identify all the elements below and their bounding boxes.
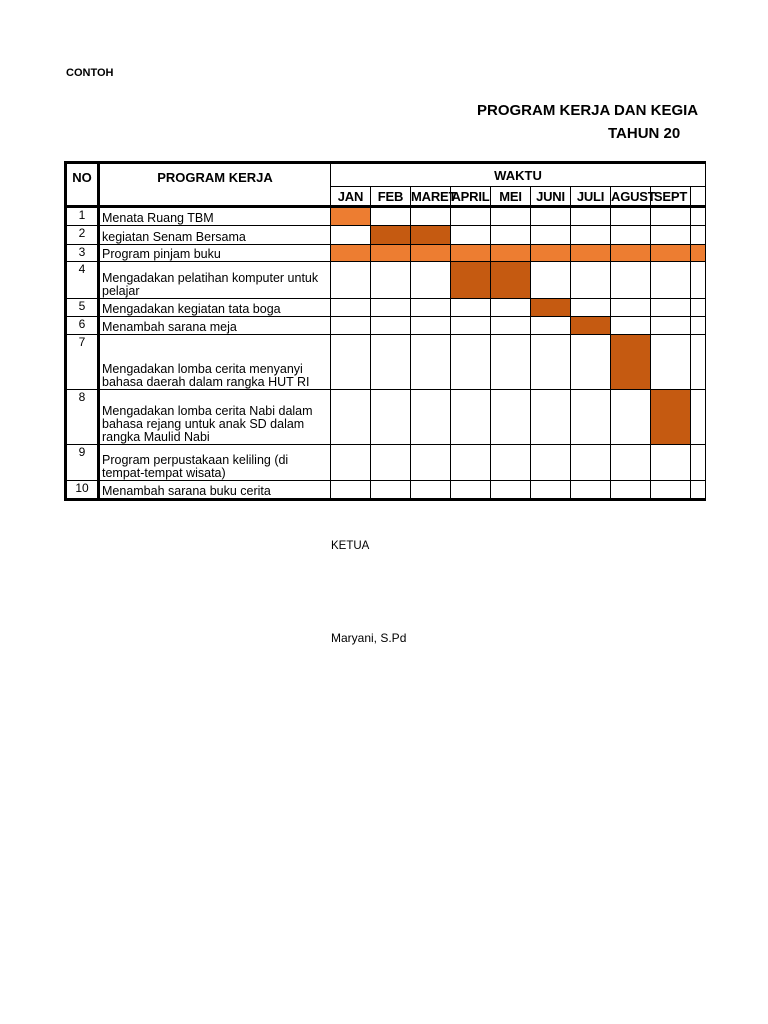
work-program-table xyxy=(64,161,706,501)
row-number: 5 xyxy=(66,299,99,317)
schedule-cell-sept xyxy=(651,207,691,226)
program-name: kegiatan Senam Bersama xyxy=(99,226,331,245)
table-row xyxy=(66,390,706,445)
schedule-cell-maret xyxy=(411,481,451,500)
schedule-cell-agust xyxy=(611,262,651,299)
header-time: WAKTU xyxy=(331,163,706,187)
month-header-overflow xyxy=(691,187,706,207)
schedule-cell-maret xyxy=(411,390,451,445)
schedule-cell-april xyxy=(451,481,491,500)
month-header-april: APRIL xyxy=(451,187,491,207)
signature-name: Maryani, S.Pd xyxy=(331,631,407,645)
schedule-cell-april xyxy=(451,317,491,335)
table-row xyxy=(66,299,706,317)
program-name: Program perpustakaan keliling (di tempat-tempat wisata) xyxy=(99,445,331,481)
schedule-cell-overflow xyxy=(691,262,706,299)
schedule-cell-april xyxy=(451,299,491,317)
table-row xyxy=(66,335,706,390)
program-name: Menambah sarana meja xyxy=(99,317,331,335)
schedule-cell-juli xyxy=(571,226,611,245)
schedule-bar-maret xyxy=(411,226,451,245)
schedule-cell-mei xyxy=(491,481,531,500)
schedule-cell-mei xyxy=(491,299,531,317)
schedule-bar-juni xyxy=(531,299,571,317)
schedule-cell-overflow xyxy=(691,299,706,317)
header-program: PROGRAM KERJA xyxy=(99,163,331,207)
table-row xyxy=(66,481,706,500)
row-number: 1 xyxy=(66,207,99,226)
schedule-cell-sept xyxy=(651,262,691,299)
schedule-bar-feb xyxy=(371,226,411,245)
schedule-cell-juli xyxy=(571,299,611,317)
schedule-cell-jan xyxy=(331,299,371,317)
table-row xyxy=(66,262,706,299)
schedule-cell-jan xyxy=(331,335,371,390)
schedule-cell-feb xyxy=(371,299,411,317)
schedule-cell-juni xyxy=(531,207,571,226)
schedule-bar-sept xyxy=(651,390,691,445)
schedule-bar-sept xyxy=(651,245,691,262)
table-row xyxy=(66,445,706,481)
schedule-cell-sept xyxy=(651,299,691,317)
program-name: Program pinjam buku xyxy=(99,245,331,262)
schedule-cell-maret xyxy=(411,262,451,299)
schedule-cell-feb xyxy=(371,317,411,335)
table-body xyxy=(66,207,706,500)
schedule-bar-mei xyxy=(491,245,531,262)
schedule-cell-juli xyxy=(571,335,611,390)
row-number: 4 xyxy=(66,262,99,299)
row-number: 2 xyxy=(66,226,99,245)
schedule-bar-feb xyxy=(371,245,411,262)
row-number: 8 xyxy=(66,390,99,445)
schedule-bar-april xyxy=(451,262,491,299)
schedule-cell-feb xyxy=(371,262,411,299)
schedule-cell-juni xyxy=(531,390,571,445)
schedule-cell-april xyxy=(451,445,491,481)
schedule-cell-maret xyxy=(411,207,451,226)
month-header-mei: MEI xyxy=(491,187,531,207)
schedule-cell-jan xyxy=(331,390,371,445)
schedule-cell-agust xyxy=(611,226,651,245)
month-header-juni: JUNI xyxy=(531,187,571,207)
program-name: Mengadakan lomba cerita Nabi dalam bahasa rejang untuk anak SD dalam rangka Maulid Nabi xyxy=(99,390,331,445)
schedule-bar-maret xyxy=(411,245,451,262)
schedule-cell-juli xyxy=(571,481,611,500)
document-title: PROGRAM KERJA DAN KEGIA xyxy=(477,102,699,119)
schedule-cell-sept xyxy=(651,481,691,500)
example-label: CONTOH xyxy=(66,67,114,79)
schedule-bar-juni xyxy=(531,245,571,262)
schedule-cell-juni xyxy=(531,226,571,245)
schedule-cell-juli xyxy=(571,262,611,299)
schedule-cell-juni xyxy=(531,317,571,335)
schedule-cell-mei xyxy=(491,207,531,226)
schedule-cell-mei xyxy=(491,317,531,335)
schedule-cell-mei xyxy=(491,390,531,445)
month-header-jan: JAN xyxy=(331,187,371,207)
schedule-cell-maret xyxy=(411,299,451,317)
schedule-cell-overflow xyxy=(691,226,706,245)
row-number: 9 xyxy=(66,445,99,481)
schedule-bar-juli xyxy=(571,245,611,262)
month-header-feb: FEB xyxy=(371,187,411,207)
schedule-cell-feb xyxy=(371,207,411,226)
schedule-cell-agust xyxy=(611,207,651,226)
schedule-cell-overflow xyxy=(691,481,706,500)
schedule-cell-feb xyxy=(371,481,411,500)
schedule-cell-overflow xyxy=(691,445,706,481)
schedule-cell-mei xyxy=(491,226,531,245)
program-name: Menata Ruang TBM xyxy=(99,207,331,226)
schedule-bar-jan xyxy=(331,207,371,226)
schedule-cell-april xyxy=(451,390,491,445)
schedule-cell-mei xyxy=(491,445,531,481)
program-name: Mengadakan pelatihan komputer untuk pelajar xyxy=(99,262,331,299)
schedule-cell-agust xyxy=(611,481,651,500)
row-number: 7 xyxy=(66,335,99,390)
schedule-bar-agust xyxy=(611,335,651,390)
schedule-cell-feb xyxy=(371,445,411,481)
schedule-cell-april xyxy=(451,335,491,390)
document-year: TAHUN 20 xyxy=(608,125,681,142)
header-no: NO xyxy=(66,163,99,207)
schedule-cell-feb xyxy=(371,390,411,445)
schedule-cell-agust xyxy=(611,299,651,317)
schedule-cell-jan xyxy=(331,262,371,299)
row-number: 6 xyxy=(66,317,99,335)
schedule-cell-juli xyxy=(571,445,611,481)
schedule-cell-overflow xyxy=(691,245,706,262)
schedule-cell-jan xyxy=(331,226,371,245)
schedule-cell-sept xyxy=(651,445,691,481)
schedule-cell-juli xyxy=(571,390,611,445)
schedule-bar-juli xyxy=(571,317,611,335)
month-header-juli: JULI xyxy=(571,187,611,207)
schedule-cell-agust xyxy=(611,317,651,335)
row-number: 3 xyxy=(66,245,99,262)
schedule-cell-sept xyxy=(651,335,691,390)
schedule-cell-maret xyxy=(411,335,451,390)
signature-role: KETUA xyxy=(331,540,370,552)
schedule-cell-april xyxy=(451,226,491,245)
schedule-cell-juni xyxy=(531,335,571,390)
schedule-cell-juni xyxy=(531,262,571,299)
schedule-cell-juni xyxy=(531,481,571,500)
schedule-bar-mei xyxy=(491,262,531,299)
table-row xyxy=(66,317,706,335)
month-header-maret: MARET xyxy=(411,187,451,207)
schedule-cell-overflow xyxy=(691,335,706,390)
schedule-cell-jan xyxy=(331,481,371,500)
schedule-cell-maret xyxy=(411,317,451,335)
program-name: Mengadakan kegiatan tata boga xyxy=(99,299,331,317)
schedule-bar-jan xyxy=(331,245,371,262)
schedule-cell-overflow xyxy=(691,317,706,335)
program-name: Menambah sarana buku cerita xyxy=(99,481,331,500)
schedule-cell-agust xyxy=(611,390,651,445)
month-header-agust: AGUST xyxy=(611,187,651,207)
schedule-cell-sept xyxy=(651,226,691,245)
schedule-cell-maret xyxy=(411,445,451,481)
schedule-cell-mei xyxy=(491,335,531,390)
schedule-cell-overflow xyxy=(691,390,706,445)
schedule-cell-april xyxy=(451,207,491,226)
schedule-cell-jan xyxy=(331,445,371,481)
schedule-cell-sept xyxy=(651,317,691,335)
table-row xyxy=(66,226,706,245)
schedule-cell-agust xyxy=(611,445,651,481)
schedule-cell-juli xyxy=(571,207,611,226)
table-row xyxy=(66,245,706,262)
program-name: Mengadakan lomba cerita menyanyi bahasa daerah dalam rangka HUT RI xyxy=(99,335,331,390)
schedule-bar-agust xyxy=(611,245,651,262)
schedule-cell-feb xyxy=(371,335,411,390)
table-row xyxy=(66,207,706,226)
month-header-sept: SEPT xyxy=(651,187,691,207)
schedule-cell-jan xyxy=(331,317,371,335)
schedule-cell-overflow xyxy=(691,207,706,226)
schedule-bar-april xyxy=(451,245,491,262)
schedule-cell-juni xyxy=(531,445,571,481)
row-number: 10 xyxy=(66,481,99,500)
